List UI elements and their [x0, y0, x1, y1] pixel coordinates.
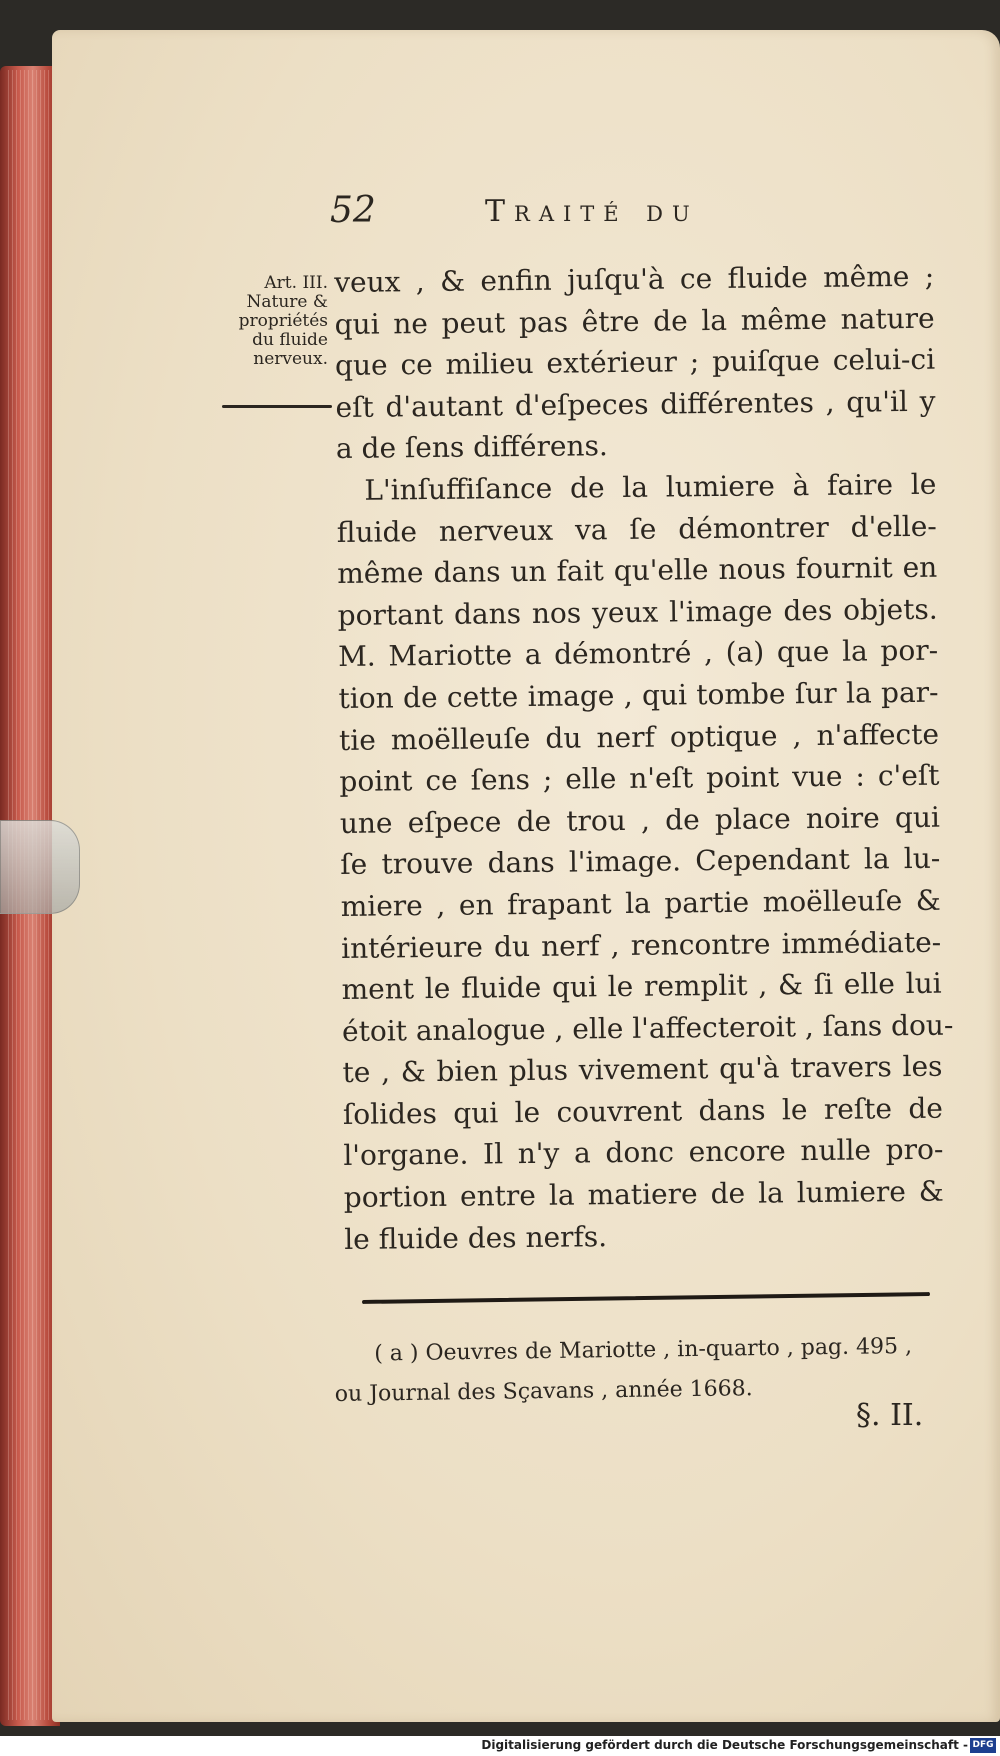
text-line: une eſpece de trou , de place noire qui: [339, 800, 941, 840]
text-line: te , & bien plus vivement qu'à travers les: [342, 1049, 943, 1090]
catchword: §. II.: [856, 1398, 924, 1433]
page-clip: [0, 820, 80, 914]
text-line: miere , en frapant la partie moëlleuſe &: [340, 883, 941, 923]
text-line: fluide nerveux va ſe démontrer d'elle-: [336, 509, 937, 549]
text-line: tion de cette image , qui tombe ſur la par-: [338, 675, 939, 715]
footnote-line: ( a ) Oeuvres de Mariotte , in-quarto , pag. 495 ,: [374, 1333, 913, 1367]
margin-note-line: Art. III.: [264, 273, 328, 293]
text-line: étoit analogue , elle l'affecteroit , ſans dou-: [341, 1008, 954, 1048]
margin-note: [218, 274, 328, 369]
page-number: 52: [330, 190, 376, 231]
text-line: que ce milieu extérieur ; puiſque celui-ci: [334, 342, 936, 383]
text-line: a de ſens différens.: [335, 429, 608, 466]
margin-note-line: Nature &: [246, 292, 328, 312]
body-text: [334, 256, 954, 1260]
margin-note-line: du fluide: [252, 330, 328, 350]
text-line: eſt d'autant d'eſpeces différentes , qu'il y: [335, 384, 936, 424]
margin-note-line: nerveux.: [253, 349, 328, 369]
text-line: ment le fluide qui le remplit , & ſi elle lui: [341, 966, 942, 1007]
text-line: qui ne peut pas être de la même nature: [334, 301, 935, 341]
text-line: point ce ſens ; elle n'eſt point vue : c'eſt: [339, 758, 940, 799]
digitization-credit: Digitalisierung gefördert durch die Deutsche Forschungsgemeinschaft -: [481, 1738, 968, 1752]
footnote-line: ou Journal des Sçavans , année 1668.: [334, 1376, 753, 1407]
text-line: L'inſuffiſance de la lumiere à faire le: [364, 467, 937, 507]
text-line: ſolides qui le couvrent dans le reſte de: [342, 1091, 944, 1131]
margin-rule: [222, 405, 332, 408]
text-line: tie moëlleuſe du nerf optique , n'affecte: [338, 717, 940, 757]
text-line: intérieure du nerf , rencontre immédiate-: [341, 925, 942, 965]
text-line: même dans un fait qu'elle nous fournit en: [337, 550, 938, 591]
text-line: le fluide des nerfs.: [344, 1219, 608, 1256]
text-line: M. Mariotte a démontré , (a) que la por-: [337, 634, 939, 674]
text-line: portant dans nos yeux l'image des objets.: [337, 592, 938, 632]
text-line: ſe trouve dans l'image. Cependant la lu-: [340, 841, 941, 882]
running-head: Traité du: [485, 194, 699, 229]
text-line: l'organe. Il n'y a donc encore nulle pro-: [343, 1133, 944, 1173]
text-line: portion entre la matiere de la lumiere &: [343, 1174, 944, 1215]
text-line: veux , & enfin juſqu'à ce fluide même ;: [334, 259, 935, 299]
margin-note-line: propriétés: [238, 311, 328, 331]
dfg-logo: DFG: [970, 1738, 996, 1753]
